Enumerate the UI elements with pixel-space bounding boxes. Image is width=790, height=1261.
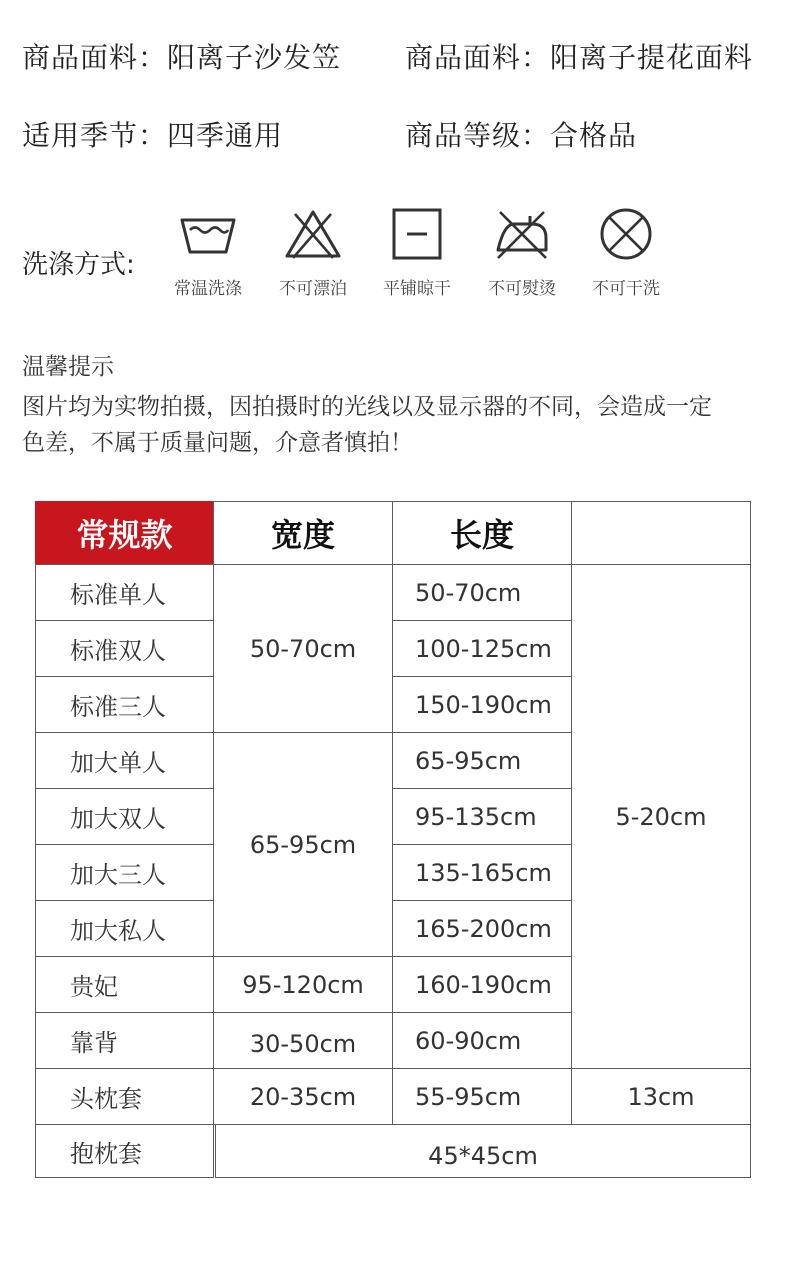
table-header-style: 常规款 bbox=[35, 501, 214, 565]
table-cell-type: 标准三人 bbox=[35, 676, 214, 733]
wash-caption: 常温洗涤 bbox=[174, 279, 242, 299]
table-cell-type: 加大双人 bbox=[35, 788, 214, 845]
wash-item bbox=[160, 206, 256, 299]
table-cell-length: 165-200cm bbox=[392, 900, 572, 957]
wash-item bbox=[474, 206, 570, 299]
washing-label: 洗涤方式: bbox=[22, 250, 135, 280]
fabric-attribute: 商品面料：阳离子沙发笠 bbox=[22, 41, 342, 74]
table-header-height bbox=[571, 501, 751, 565]
wash-caption: 不可干洗 bbox=[592, 279, 660, 299]
table-cell-type: 加大单人 bbox=[35, 732, 214, 789]
table-cell-type: 贵妃 bbox=[35, 956, 214, 1013]
table-header-length: 长度 bbox=[392, 501, 572, 565]
table-cell-type: 靠背 bbox=[35, 1012, 214, 1069]
fabric-attribute-2: 商品面料：阳离子提花面料 bbox=[405, 41, 754, 74]
table-cell-type: 标准双人 bbox=[35, 620, 214, 677]
table-cell-length: 65-95cm bbox=[392, 732, 572, 789]
wash-caption: 平铺晾干 bbox=[383, 279, 451, 299]
table-cell-width: 20-35cm bbox=[213, 1068, 393, 1125]
table-cell-length: 95-135cm bbox=[392, 788, 572, 845]
table-cell-length: 100-125cm bbox=[392, 620, 572, 677]
tips-text: 色差，不属于质量问题，介意者慎拍！ bbox=[22, 430, 413, 456]
table-cell-height: 5-20cm bbox=[571, 564, 751, 1069]
table-cell-length: 160-190cm bbox=[392, 956, 572, 1013]
wash-item bbox=[578, 206, 674, 299]
wash-tub-icon bbox=[178, 206, 238, 262]
no-dry-clean-icon bbox=[596, 206, 656, 262]
table-cell-type: 抱枕套 bbox=[35, 1124, 214, 1178]
table-cell-length: 150-190cm bbox=[392, 676, 572, 733]
grade-attribute: 商品等级：合格品 bbox=[405, 119, 638, 152]
table-header-width: 宽度 bbox=[213, 501, 393, 565]
table-cell-width: 50-70cm bbox=[213, 564, 393, 733]
table-cell-width: 95-120cm bbox=[213, 956, 393, 1013]
table-cell-size: 45*45cm bbox=[215, 1124, 751, 1178]
table-cell-width: 30-50cm bbox=[213, 1012, 393, 1069]
table-cell-type: 头枕套 bbox=[35, 1068, 214, 1125]
table-cell-length: 60-90cm bbox=[392, 1012, 572, 1069]
wash-caption: 不可熨烫 bbox=[488, 279, 556, 299]
table-cell-type: 加大私人 bbox=[35, 900, 214, 957]
wash-item bbox=[369, 206, 465, 299]
no-bleach-icon bbox=[283, 206, 343, 262]
flat-dry-icon bbox=[387, 206, 447, 262]
season-attribute: 适用季节：四季通用 bbox=[22, 119, 284, 152]
table-cell-width: 65-95cm bbox=[213, 732, 393, 957]
wash-item bbox=[265, 206, 361, 299]
table-cell-type: 加大三人 bbox=[35, 844, 214, 901]
table-cell-type: 标准单人 bbox=[35, 564, 214, 621]
tips-title: 温馨提示 bbox=[22, 354, 114, 380]
tips-text: 图片均为实物拍摄，因拍摄时的光线以及显示器的不同，会造成一定 bbox=[22, 394, 712, 420]
table-cell-length: 50-70cm bbox=[392, 564, 572, 621]
table-cell-length: 55-95cm bbox=[392, 1068, 572, 1125]
table-cell-length: 135-165cm bbox=[392, 844, 572, 901]
wash-caption: 不可漂泊 bbox=[279, 279, 347, 299]
table-cell-height: 13cm bbox=[571, 1068, 751, 1125]
no-iron-icon bbox=[492, 206, 552, 262]
